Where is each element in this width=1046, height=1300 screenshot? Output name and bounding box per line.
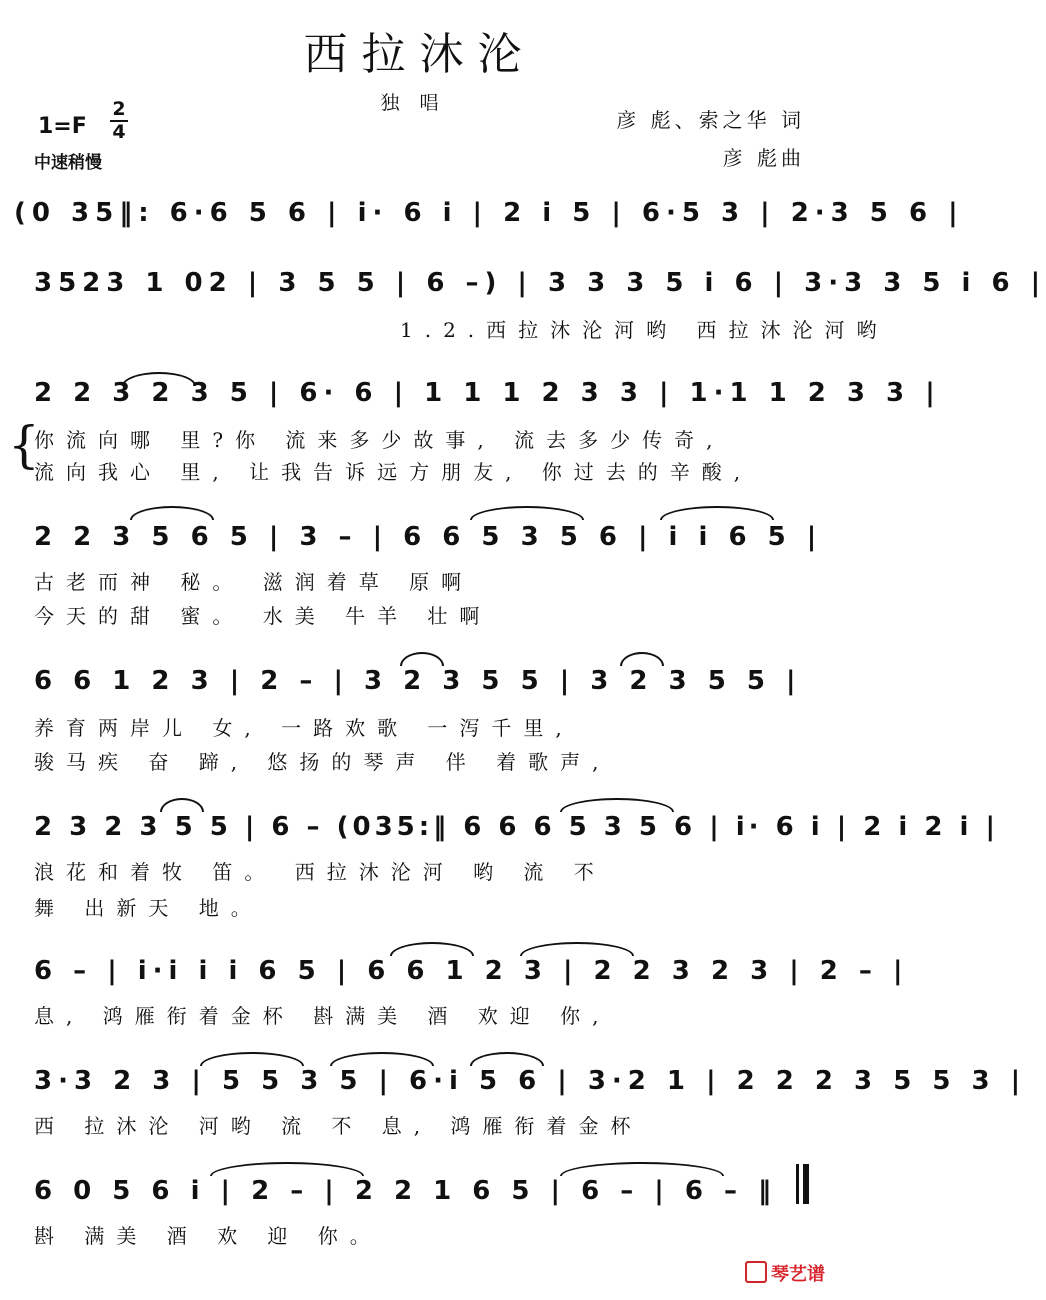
slur-mark (470, 1052, 544, 1066)
score-system-3-notes: 2 2 3 2 3 5 | 6· 6 | 1 1 1 2 3 3 | 1·1 1 2 3 3 | (34, 378, 941, 408)
site-watermark: 琴艺谱 (745, 1260, 825, 1286)
slur-mark (660, 506, 774, 520)
slur-mark (620, 652, 664, 666)
score-system-4-lyric-1: 古老而神 秘。 滋润着草 原啊 (34, 570, 474, 594)
score-system-6-notes: 2 3 2 3 5 5 | 6 – (035:‖ 6 6 6 5 3 5 6 | i· 6 i | 2 i 2 i | (34, 812, 999, 842)
score-system-2-notes: 3523 1 02 | 3 5 5 | 6 –) | 3 3 3 5 i 6 | 3·3 3 5 i 6 | (34, 268, 1046, 298)
score-system-6-lyric-1: 浪花和着牧 笛。 西拉沐沦河 哟 流 不 (34, 860, 606, 884)
verse-brace: { (8, 416, 40, 474)
score-system-7-lyric-1: 息, 鸿雁衔着金杯 斟满美 酒 欢迎 你, (34, 1004, 611, 1028)
slur-mark (210, 1162, 364, 1176)
score-system-4-notes: 2 2 3 5 6 5 | 3 – | 6 6 5 3 5 6 | i i 6 5 | (34, 522, 823, 552)
tempo-marking: 中速稍慢 (34, 153, 102, 173)
score-system-5-lyric-2: 骏马疾 奋 蹄, 悠扬的琴声 伴 着歌声, (34, 750, 611, 774)
slur-mark (330, 1052, 434, 1066)
song-title: 西拉沐沦 (303, 29, 536, 80)
score-system-5-lyric-1: 养育两岸儿 女, 一路欢歌 一泻千里, (34, 716, 574, 740)
score-system-8-notes: 3·3 2 3 | 5 5 3 5 | 6·i 5 6 | 3·2 1 | 2 2 2 3 5 5 3 | (34, 1066, 1027, 1096)
slur-mark (520, 942, 634, 956)
slur-mark (400, 652, 444, 666)
performance-type: 独唱 (380, 92, 459, 114)
score-system-1-notes: (0 35‖: 6·6 5 6 | i· 6 i | 2 i 5 | 6·5 3 | 2·3 5 6 | (14, 198, 964, 228)
score-system-7-notes: 6 – | i·i i i 6 5 | 6 6 1 2 3 | 2 2 3 2 3 | 2 – | (34, 956, 909, 986)
score-system-5-notes: 6 6 1 2 3 | 2 – | 3 2 3 5 5 | 3 2 3 5 5 | (34, 666, 802, 696)
score-system-3-lyric-1: 你流向哪 里?你 流来多少故事, 流去多少传奇, (34, 428, 725, 452)
score-system-8-lyric-1: 西 拉沐沦 河哟 流 不 息, 鸿雁衔着金杯 (34, 1114, 643, 1138)
slur-mark (560, 1162, 724, 1176)
composer-credit: 彦 彪曲 (722, 146, 805, 170)
time-signature-top: 2 (112, 98, 126, 120)
slur-mark (390, 942, 474, 956)
slur-mark (200, 1052, 304, 1066)
slur-mark (470, 506, 584, 520)
lyricist-credit: 彦 彪、索之华 词 (616, 108, 805, 132)
score-system-9-lyric-1: 斟 满美 酒 欢 迎 你。 (34, 1224, 382, 1248)
key-signature: 1=F (38, 114, 87, 139)
score-system-9-notes: 6 0 5 6 i | 2 – | 2 2 1 6 5 | 6 – | 6 – ‖ (34, 1176, 778, 1206)
final-barline-thick (803, 1164, 809, 1204)
time-signature (110, 100, 128, 142)
final-barline-thin (796, 1164, 799, 1204)
score-system-4-lyric-2: 今天的甜 蜜。 水美 牛羊 壮啊 (34, 604, 492, 628)
logo-icon (745, 1261, 767, 1283)
score-system-2-lyric-1: 1.2.西拉沐沦河哟 西拉沐沦河哟 (400, 318, 889, 342)
slur-mark (160, 798, 204, 812)
slur-mark (122, 372, 196, 386)
slur-mark (560, 798, 674, 812)
score-system-6-lyric-2: 舞 出新天 地。 (34, 896, 263, 920)
slur-mark (130, 506, 214, 520)
time-signature-bottom: 4 (112, 121, 126, 143)
score-system-3-lyric-2: 流向我心 里, 让我告诉远方朋友, 你过去的辛酸, (34, 460, 753, 484)
